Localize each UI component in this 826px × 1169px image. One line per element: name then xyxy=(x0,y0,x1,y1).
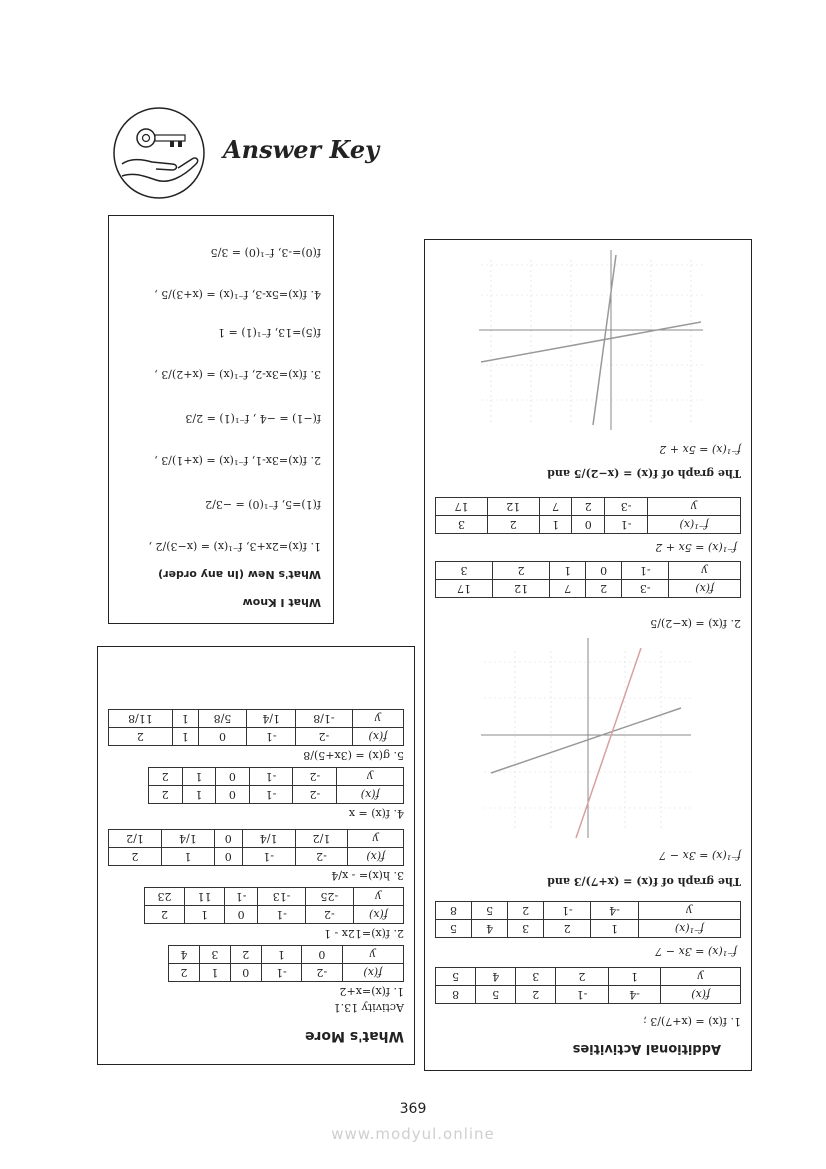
cell: -4 xyxy=(591,902,638,920)
cell: 4 xyxy=(476,968,516,986)
whats-more-box xyxy=(97,646,415,1065)
wm-item-5-table xyxy=(108,709,404,746)
cell: y xyxy=(348,830,404,848)
cell: -1/8 xyxy=(296,710,353,728)
cell: 2 xyxy=(169,964,200,982)
item2-table1 xyxy=(435,561,741,598)
cell: 1 xyxy=(608,968,661,986)
cell: -1 xyxy=(605,516,648,534)
cell: 7 xyxy=(550,580,586,598)
cell: f(x) xyxy=(342,964,403,982)
cell: 7 xyxy=(539,498,572,516)
cell: 2 xyxy=(230,946,261,964)
cell: -4 xyxy=(608,986,661,1004)
cell: 17 xyxy=(436,498,488,516)
whats-new-subtitle: What's New (In any order) xyxy=(158,568,321,581)
item1-inverse: f⁻¹(x) = 3x − 7 xyxy=(655,945,737,958)
wik-line-1: 1. f(x)=2x+3, f⁻¹(x) = (x−3)/2 , xyxy=(148,540,321,553)
wm-item-2-label: 2. f(x)=12x - 1 xyxy=(324,927,404,940)
cell: f(x) xyxy=(353,906,403,924)
cell: 1 xyxy=(182,768,216,786)
cell: -1 xyxy=(258,906,306,924)
cell: 2 xyxy=(544,920,591,938)
cell: 3 xyxy=(199,946,230,964)
cell: y xyxy=(638,902,740,920)
cell: 4 xyxy=(472,920,508,938)
wm-item-4-label: 4. f(x) = x xyxy=(348,807,404,820)
wik-line-4: f(−1) = −4 , f⁻¹(1) = 2/3 xyxy=(185,412,321,425)
wm-item-1-label: 1. f(x)=x+2 xyxy=(339,985,404,998)
cell: 1/4 xyxy=(242,830,295,848)
what-i-know-box xyxy=(108,215,334,624)
cell: 5 xyxy=(436,920,472,938)
wm-item-3-label: 3. h(x)= - x/4 xyxy=(331,869,404,882)
cell: f(x) xyxy=(348,848,404,866)
wik-line-7: 4. f(x)=5x-3, f⁻¹(x) = (x+3)/5 , xyxy=(154,288,321,301)
cell: 3 xyxy=(436,516,488,534)
additional-activities-box xyxy=(424,239,752,1071)
page-number: 369 xyxy=(399,1101,427,1117)
cell: f⁻¹(x) xyxy=(648,516,741,534)
cell: 0 xyxy=(302,946,342,964)
cell: -2 xyxy=(305,906,353,924)
cell: y xyxy=(342,946,403,964)
cell: y xyxy=(661,968,741,986)
cell: y xyxy=(352,710,403,728)
cell: 0 xyxy=(214,848,242,866)
cell: y xyxy=(648,498,741,516)
wm-item-3-table xyxy=(108,829,404,866)
cell: -2 xyxy=(295,848,348,866)
cell: f(x) xyxy=(352,728,403,746)
item1-graph-caption: The graph of f(x) = (x+7)/3 and xyxy=(547,875,741,888)
cell: 1 xyxy=(550,562,586,580)
cell: -1 xyxy=(544,902,591,920)
cell: y xyxy=(669,562,741,580)
wm-item-1-table xyxy=(168,945,404,982)
cell: 0 xyxy=(586,562,622,580)
item2-inverse: f⁻¹(x) = 5x + 2 xyxy=(655,541,737,554)
cell: 1/4 xyxy=(247,710,296,728)
cell: -1 xyxy=(261,964,301,982)
cell: 2 xyxy=(149,768,183,786)
cell: 1 xyxy=(199,964,230,982)
cell: 5 xyxy=(476,986,516,1004)
cell: -13 xyxy=(258,888,306,906)
cell: 0 xyxy=(216,786,250,804)
wm-item-2-table xyxy=(144,887,404,924)
cell: 5/8 xyxy=(198,710,247,728)
cell: -2 xyxy=(302,964,342,982)
cell: 1 xyxy=(185,906,225,924)
cell: 0 xyxy=(214,830,242,848)
cell: 1/2 xyxy=(109,830,162,848)
cell: 2 xyxy=(493,562,550,580)
whats-more-title: What's More xyxy=(305,1028,404,1044)
cell: -1 xyxy=(242,848,295,866)
cell: -1 xyxy=(225,888,258,906)
cell: 11/8 xyxy=(109,710,173,728)
item1-graph-inverse: f⁻¹(x) = 3x − 7 xyxy=(659,849,741,862)
item1-graph xyxy=(471,638,701,838)
cell: 0 xyxy=(198,728,247,746)
cell: 0 xyxy=(230,964,261,982)
cell: 12 xyxy=(487,498,539,516)
cell: 0 xyxy=(216,768,250,786)
activity-label: Activity 13.1 xyxy=(333,1001,404,1014)
cell: 23 xyxy=(145,888,185,906)
cell: 2 xyxy=(572,498,605,516)
watermark: www.modyul.online xyxy=(331,1125,495,1143)
cell: y xyxy=(353,888,403,906)
cell: 1/2 xyxy=(295,830,348,848)
cell: 2 xyxy=(516,986,556,1004)
cell: 1 xyxy=(182,786,216,804)
cell: 1 xyxy=(172,710,198,728)
cell: 2 xyxy=(145,906,185,924)
wik-line-8: f(0)=-3, f⁻¹(0) = 3/5 xyxy=(210,246,321,259)
cell: f(x) xyxy=(669,580,741,598)
cell: 2 xyxy=(586,580,622,598)
cell: -1 xyxy=(556,986,609,1004)
cell: y xyxy=(337,768,404,786)
page-title: Answer Key xyxy=(223,135,380,164)
cell: 2 xyxy=(556,968,609,986)
wik-line-3: 2. f(x)=3x-1, f⁻¹(x) = (x+1)/3 , xyxy=(154,454,321,467)
cell: 3 xyxy=(516,968,556,986)
what-i-know-title: What I Know xyxy=(242,596,321,609)
cell: f(x) xyxy=(661,986,741,1004)
cell: -1 xyxy=(622,562,669,580)
cell: -1 xyxy=(247,728,296,746)
cell: 12 xyxy=(493,580,550,598)
cell: 8 xyxy=(436,902,472,920)
cell: -3 xyxy=(605,498,648,516)
cell: f⁻¹(x) xyxy=(638,920,740,938)
cell: 5 xyxy=(436,968,476,986)
item2-graph xyxy=(471,250,711,430)
cell: 2 xyxy=(109,728,173,746)
cell: 1 xyxy=(161,848,214,866)
cell: 3 xyxy=(508,920,544,938)
item1-label: 1. f(x) = (x+7)/3 ; xyxy=(643,1015,741,1028)
cell: 8 xyxy=(436,986,476,1004)
item1-table2 xyxy=(435,901,741,938)
cell: -1 xyxy=(249,786,293,804)
wm-item-5-label: 5. g(x) = (3x+5)/8 xyxy=(303,749,404,762)
cell: 17 xyxy=(436,580,493,598)
key-in-hand-icon xyxy=(112,106,206,200)
cell: 0 xyxy=(225,906,258,924)
cell: -25 xyxy=(305,888,353,906)
wik-line-6: f(5)=13, f⁻¹(1) = 1 xyxy=(218,326,321,339)
wm-item-4-table xyxy=(148,767,404,804)
cell: -1 xyxy=(249,768,293,786)
item1-table1 xyxy=(435,967,741,1004)
cell: -3 xyxy=(622,580,669,598)
cell: 2 xyxy=(508,902,544,920)
cell: -2 xyxy=(293,768,337,786)
cell: 1 xyxy=(172,728,198,746)
cell: 3 xyxy=(436,562,493,580)
item2-table2 xyxy=(435,497,741,534)
wik-line-5: 3. f(x)=3x-2, f⁻¹(x) = (x+2)/3 , xyxy=(154,368,321,381)
cell: 5 xyxy=(472,902,508,920)
wik-line-2: f(1)=5, f⁻¹(0) = −3/2 xyxy=(205,498,321,511)
item2-label: 2. f(x) = (x−2)/5 xyxy=(650,617,741,630)
cell: 1 xyxy=(591,920,638,938)
cell: 0 xyxy=(572,516,605,534)
cell: 2 xyxy=(109,848,162,866)
item2-graph-caption: The graph of f(x) = (x−2)/5 and xyxy=(547,467,741,480)
cell: 1/4 xyxy=(161,830,214,848)
cell: 1 xyxy=(539,516,572,534)
cell: -2 xyxy=(293,786,337,804)
cell: 2 xyxy=(487,516,539,534)
item2-graph-inverse: f⁻¹(x) = 5x + 2 xyxy=(659,443,741,456)
cell: 2 xyxy=(149,786,183,804)
cell: f(x) xyxy=(337,786,404,804)
cell: -2 xyxy=(296,728,353,746)
cell: 11 xyxy=(185,888,225,906)
additional-title: Additional Activities xyxy=(572,1041,721,1056)
cell: 4 xyxy=(169,946,200,964)
cell: 1 xyxy=(261,946,301,964)
